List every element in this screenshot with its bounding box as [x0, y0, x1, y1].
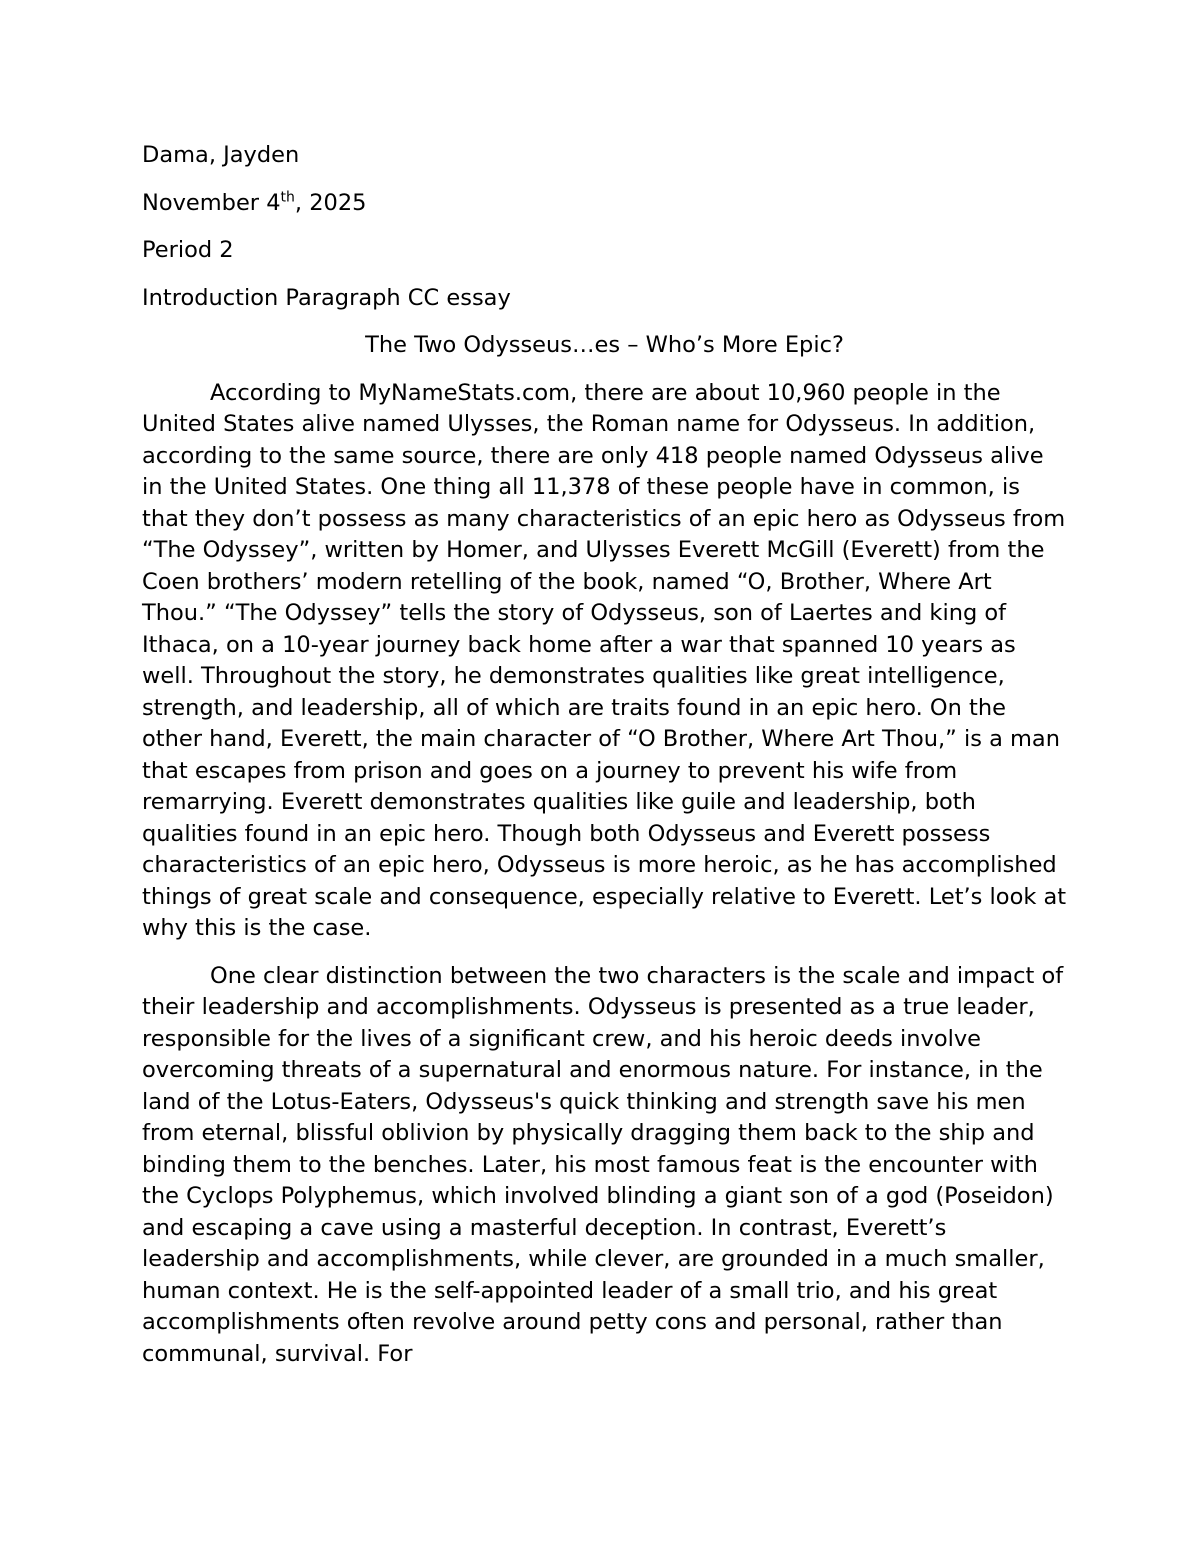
date-ordinal-suffix: th [280, 189, 295, 205]
essay-date [142, 188, 1067, 220]
date-month-day: November 4 [142, 189, 281, 216]
class-period: Period 2 [142, 237, 234, 263]
assignment-name: Introduction Paragraph CC essay [142, 284, 511, 311]
paragraph-introduction: According to MyNameStats.com, there are about 10,960 people in the United States alive named Ulysses, the Roman name for Odysseus. In addition, according to the same source, there are only 418 people named Odysseus alive in the United States. One thing all 11,378 of these people have in common, is that they don’t possess as many characteristics of an epic hero as Odysseus from “The Odyssey”, written by Homer, and Ulysses Everett McGill (Everett) from the Coen brothers’ modern retelling of the book, named “O, Brother, Where Art Thou.” “The Odyssey” tells the story of Odysseus, son of Laertes and king of Ithaca, on a 10-year journey back home after a war that spanned 10 years as well. Throughout the story, he demonstrates qualities like great intelligence, strength, and leadership, all of which are traits found in an epic hero. On the other hand, Everett, the main character of “O Brother, Where Art Thou,” is a man that escapes from prison and goes on a journey to prevent his wife from remarrying. Everett demonstrates qualities like guile and leadership, both qualities found in an epic hero. Though both Odysseus and Everett possess characteristics of an epic hero, Odysseus is more heroic, as he has accomplished things of great scale and consequence, especially relative to Everett. Let’s look at why this is the case. [142, 379, 1067, 941]
date-year: , 2025 [294, 189, 367, 216]
document-body [142, 140, 1067, 1386]
essay-title: The Two Odysseus…es – Who’s More Epic? [365, 332, 844, 358]
paragraph-body-1: One clear distinction between the two characters is the scale and impact of their leadership and accomplishments. Odysseus is presented as a true leader, responsible for the lives of a significant crew, and his heroic deeds involve overcoming threats of a supernatural and enormous nature. For instance, in the land of the Lotus-Eaters, Odysseus's quick thinking and strength save his men from eternal, blissful oblivion by physically dragging them back to the ship and binding them to the benches. Later, his most famous feat is the encounter with the Cyclops Polyphemus, which involved blinding a giant son of a god (Poseidon) and escaping a cave using a masterful deception. In contrast, Everett’s leadership and accomplishments, while clever, are grounded in a much smaller, human context. He is the self-appointed leader of a small trio, and his great accomplishments often revolve around petty cons and personal, rather than communal, survival. For [142, 962, 1064, 1367]
student-name: Dama, Jayden [142, 142, 300, 168]
